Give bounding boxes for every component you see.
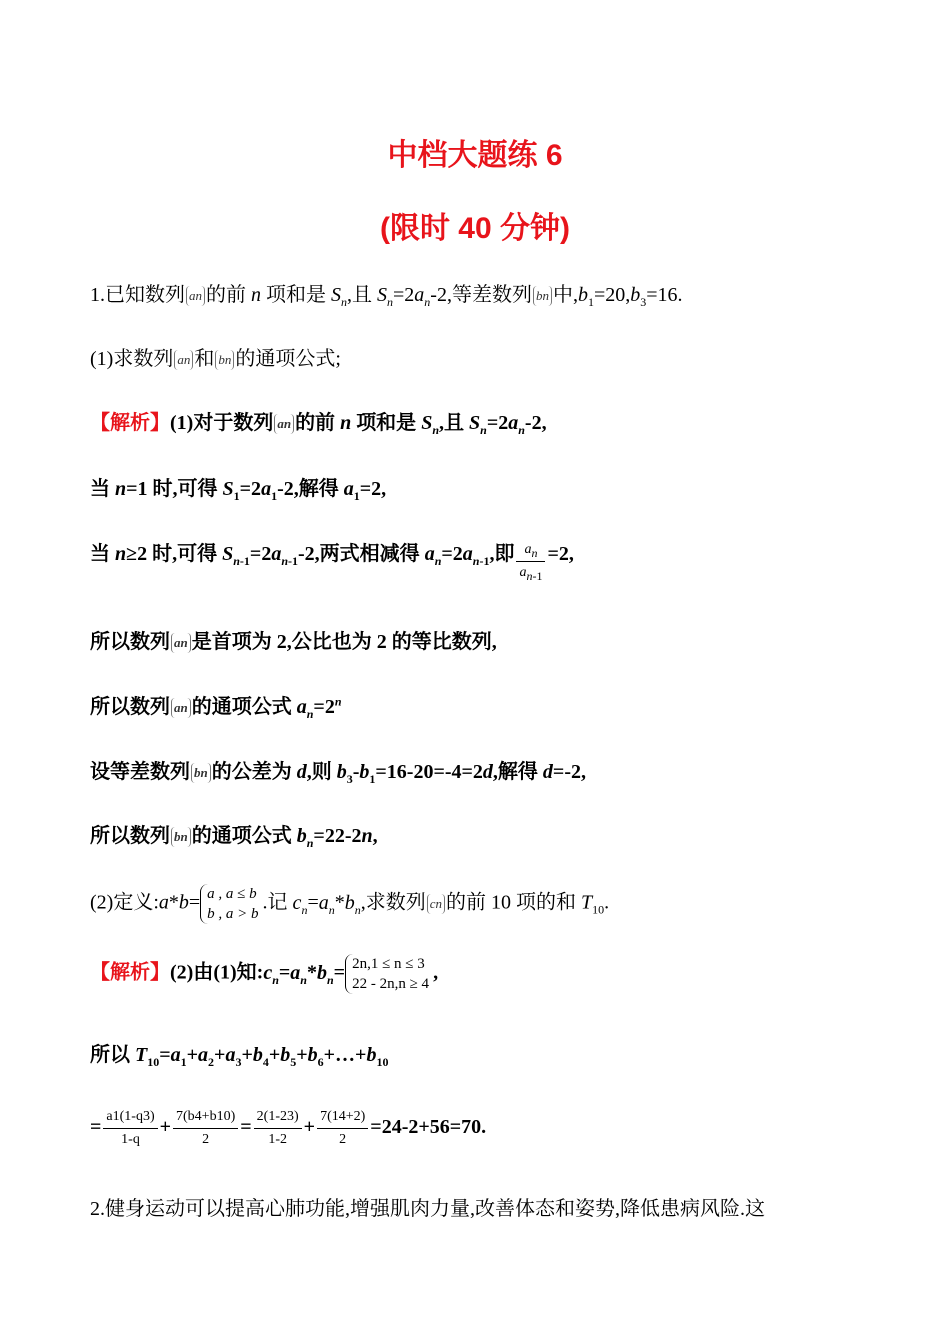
q1-solution-line-9: 所以 $T_{10}=a_1+a_2+a_3+b_4+b_5+b_6+\dots+b_{10}$ xyxy=(90,1044,389,1069)
seq-a: an xyxy=(174,350,193,370)
page-title: 中档大题练 6 xyxy=(387,139,563,172)
page-subtitle: (限时 40 分钟) xyxy=(379,212,571,245)
solution-tag: 【解析】 xyxy=(90,412,170,434)
q1-solution-line-4: 所以数列 an 是首项为 2,公比也为 2 的等比数列, xyxy=(90,631,497,653)
seq-a: an xyxy=(274,414,294,434)
q1-solution-line-5: 所以数列 an 的通项公式 $a_n=2^n$ xyxy=(90,694,342,721)
seq-c: cn xyxy=(427,894,445,914)
q1-solution-line-8: 【解析】(2)由(1)知$:c_n=a_n*b_n=$ 2n,1 ≤ n ≤ 3 22 - 2n,n ≥ 4 , xyxy=(90,956,439,992)
seq-b: bn xyxy=(171,827,191,847)
seq-a: an xyxy=(171,633,191,653)
fraction-2: $\frac{7(b4+b10)}{2}$ xyxy=(173,1106,238,1151)
q1-stem: 1.已知数列 an 的前 n 项和是 $S_n$,且 $S_n=2a_n-2$,等差数列 bn 中$,b_1=20,b_3=16$. xyxy=(90,284,683,309)
solution-tag: 【解析】 xyxy=(90,961,170,984)
seq-b: bn xyxy=(533,286,552,306)
seq-b: bn xyxy=(215,350,234,370)
q2-stem: 2.健身运动可以提高心肺功能,增强肌肉力量,改善体态和姿势,降低患病风险.这 xyxy=(90,1198,765,1220)
fraction-1: $\frac{a1(1-q3)}{1-q}$ xyxy=(103,1106,157,1151)
fraction-3: $\frac{2(1-23)}{1-2}$ xyxy=(254,1106,302,1151)
q1-solution-line-6: 设等差数列 bn 的公差为 d,则 $b_3-b_1=16-20=-4=2d$,解得 d=-2, xyxy=(90,761,586,786)
seq-b: bn xyxy=(191,763,211,783)
seq-a: an xyxy=(186,286,205,306)
q1-solution-line-10: = $\frac{a1(1-q3)}{1-q}$ + $\frac{7(b4+b10)}{2}$ = $\frac{2(1-23)}{1-2}$ + $\frac{7(14+2)}{2}$ =24-2+56=70. xyxy=(90,1106,486,1151)
q1-part2: (2)定义:a*b= a , a ≤ b b , a > b .记 $c_n=a_n*b_n$,求数列 cn 的前 10 项的和 $T_{10}$. xyxy=(90,886,610,922)
fraction-4: $\frac{7(14+2)}{2}$ xyxy=(317,1106,368,1151)
ratio-fraction: $\frac{a_n}{a_{n-1}}$ xyxy=(516,539,545,584)
q1-solution-line-7: 所以数列 bn 的通项公式 $b_n=22-2n$, xyxy=(90,825,378,850)
q1-solution-line-3: 当 n≥2 时,可得 $S_{n-1}=2a_{n-1}-2$,两式相减得 $a_n=2a_{n-1}$,即 $\frac{a_n}{a_{n-1}}$ =2, xyxy=(90,539,574,584)
q1-solution-line-1: 【解析】(1)对于数列 an 的前 n 项和是 $S_n$,且 $S_n=2a_n-2$, xyxy=(90,412,547,437)
piecewise-definition: a , a ≤ b b , a > b xyxy=(200,884,262,924)
q1-part1: (1)求数列 an 和 bn 的通项公式; xyxy=(90,348,341,370)
piecewise-cn: 2n,1 ≤ n ≤ 3 22 - 2n,n ≥ 4 xyxy=(345,954,433,994)
seq-a: an xyxy=(171,698,191,718)
q1-solution-line-2: 当 n=1 时,可得 $S_1=2a_1-2$,解得 $a_1=2$, xyxy=(90,478,387,503)
